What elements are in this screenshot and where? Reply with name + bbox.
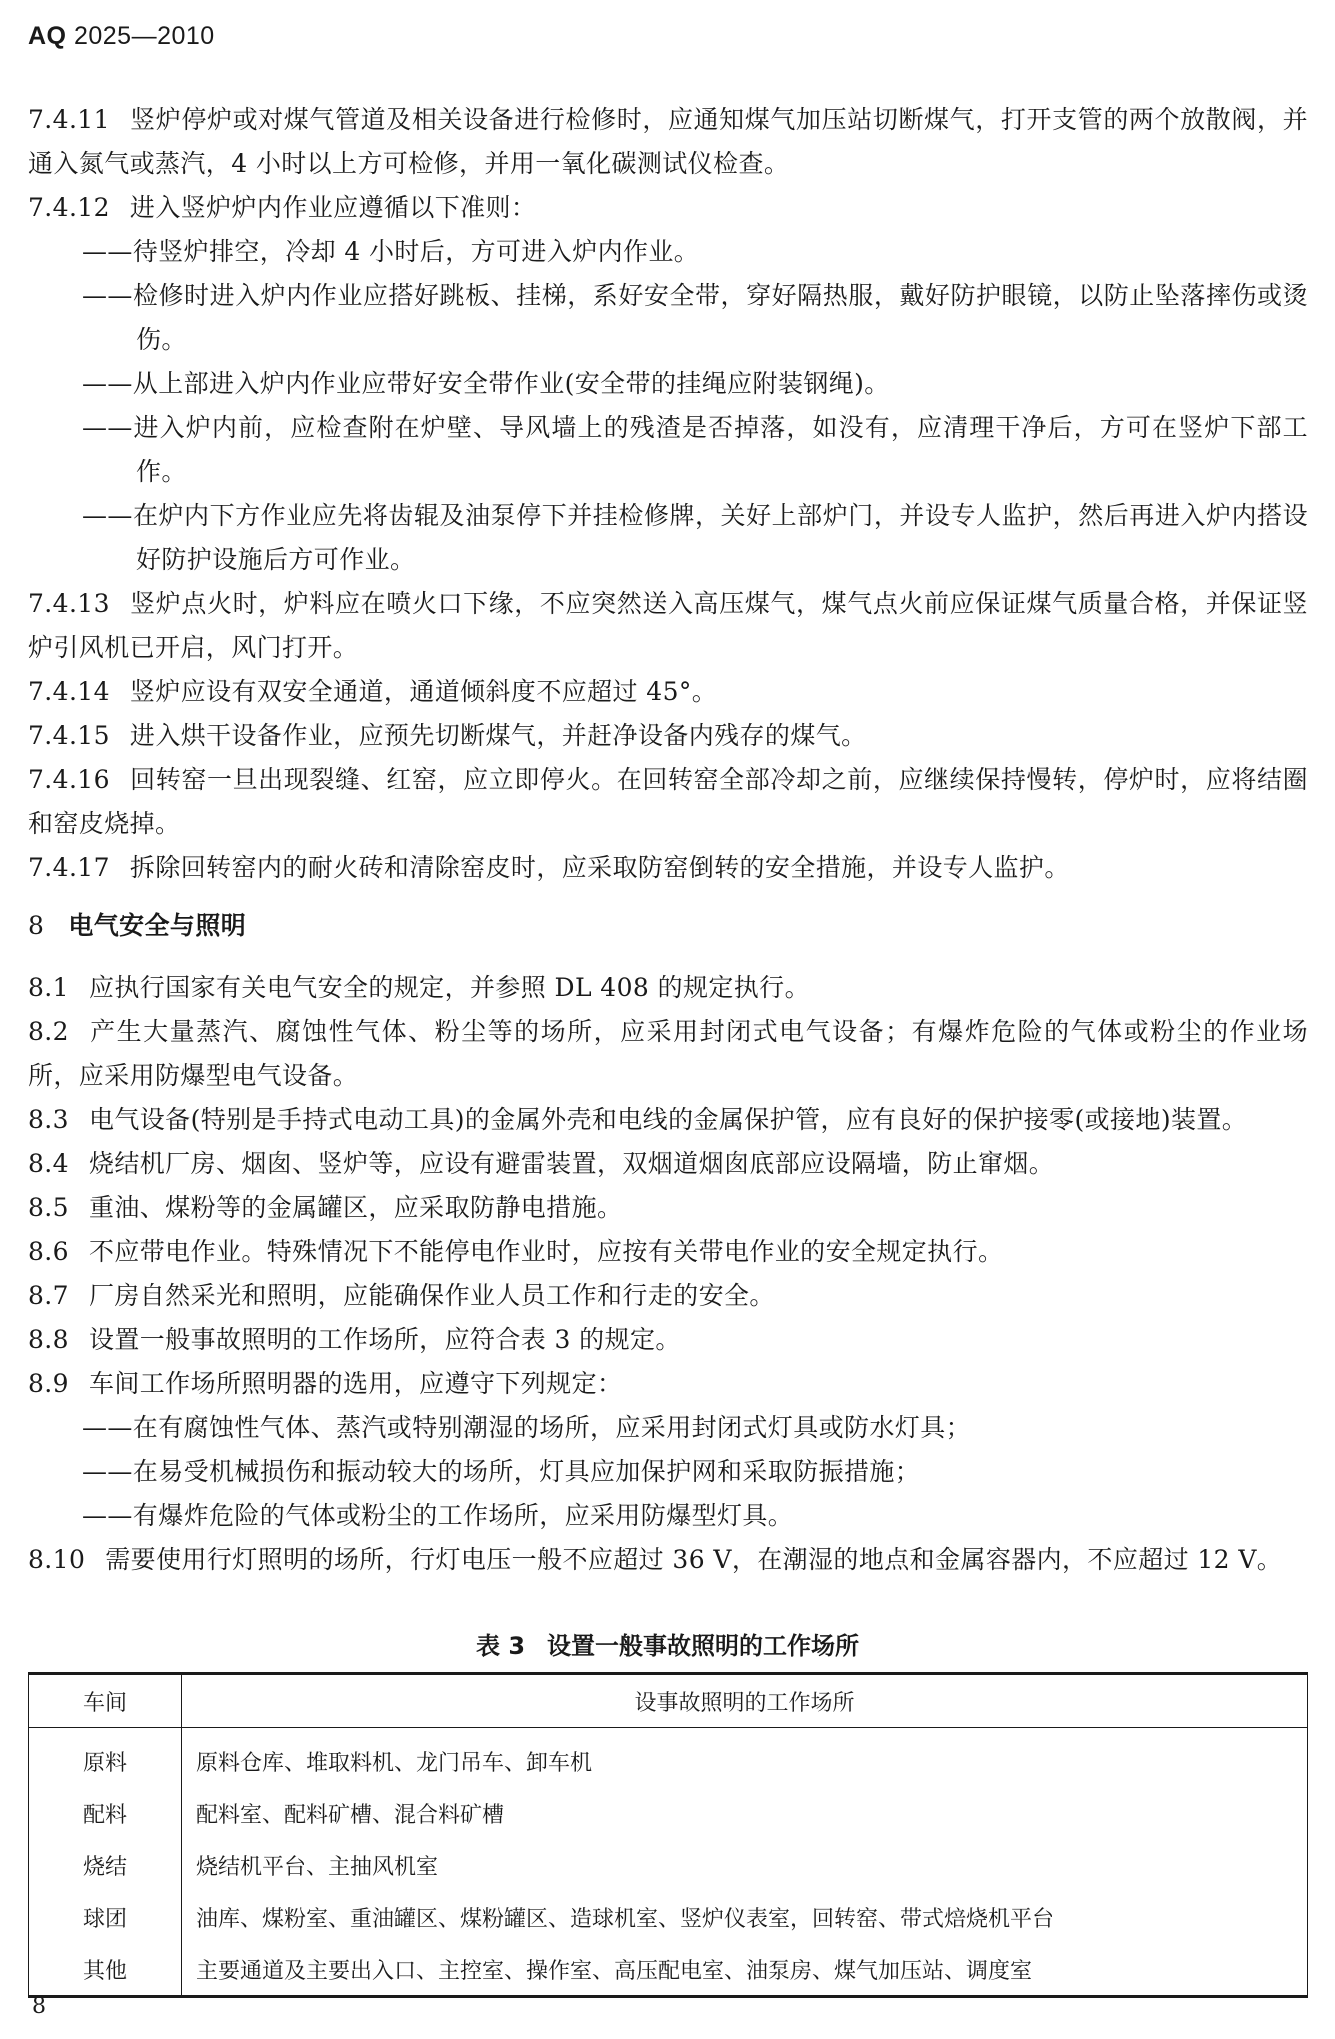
list-item: ——进入炉内前，应检查附在炉壁、导风墙上的残渣是否掉落，如没有，应清理干净后，方可在竖炉下部工作。 bbox=[82, 413, 1308, 486]
clause-text: 应执行国家有关电气安全的规定，并参照 DL 408 的规定执行。 bbox=[88, 973, 810, 1002]
clause-text: 拆除回转窑内的耐火砖和清除窑皮时，应采取防窑倒转的安全措施，并设专人监护。 bbox=[129, 853, 1070, 882]
clause-text: 进入烘干设备作业，应预先切断煤气，并赶净设备内残存的煤气。 bbox=[129, 721, 867, 750]
list-item: ——检修时进入炉内作业应搭好跳板、挂梯，系好安全带，穿好隔热服，戴好防护眼镜，以防止坠落摔伤或烫伤。 bbox=[82, 281, 1308, 354]
locations-cell: 配料室、配料矿槽、混合料矿槽 bbox=[196, 1802, 505, 1828]
workshop-cell: 烧结 bbox=[29, 1839, 182, 1891]
table-title: 设置一般事故照明的工作场所 bbox=[547, 1632, 860, 1660]
section-number: 8 bbox=[28, 911, 45, 940]
locations-cell: 烧结机平台、主抽风机室 bbox=[196, 1854, 439, 1880]
clause-paragraph bbox=[28, 1010, 1308, 1098]
header-locations: 设事故照明的工作场所 bbox=[182, 1674, 1308, 1728]
standard-code-header bbox=[28, 22, 215, 51]
clause-paragraph bbox=[28, 846, 1308, 890]
clause-number: 7.4.12 bbox=[28, 193, 110, 222]
clause-text: 竖炉点火时，炉料应在喷火口下缘，不应突然送入高压煤气，煤气点火前应保证煤气质量合格，并保证竖炉引风机已开启，风门打开。 bbox=[28, 589, 1308, 662]
page-number: 8 bbox=[32, 1994, 46, 2019]
clause-paragraph bbox=[28, 582, 1308, 670]
locations-cell: 原料仓库、堆取料机、龙门吊车、卸车机 bbox=[196, 1750, 593, 1776]
workshop-cell: 原料 bbox=[29, 1728, 182, 1788]
clause-number: 7.4.13 bbox=[28, 589, 110, 618]
table-row bbox=[29, 1943, 1308, 1997]
clause-text: 产生大量蒸汽、腐蚀性气体、粉尘等的场所，应采用封闭式电气设备；有爆炸危险的气体或粉尘的作业场所，应采用防爆型电气设备。 bbox=[28, 1017, 1308, 1090]
workshop-cell: 球团 bbox=[29, 1891, 182, 1943]
clause-text: 设置一般事故照明的工作场所，应符合表 3 的规定。 bbox=[88, 1325, 681, 1354]
workshop-cell: 配料 bbox=[29, 1787, 182, 1839]
header-workshop: 车间 bbox=[29, 1674, 182, 1728]
clause-number: 8.10 bbox=[28, 1545, 86, 1574]
clause-number: 8.2 bbox=[28, 1017, 69, 1046]
clause-text: 重油、煤粉等的金属罐区，应采取防静电措施。 bbox=[88, 1193, 623, 1222]
clause-text: 不应带电作业。特殊情况下不能停电作业时，应按有关带电作业的安全规定执行。 bbox=[88, 1237, 1004, 1266]
clause-paragraph bbox=[28, 714, 1308, 758]
clause-number: 7.4.15 bbox=[28, 721, 110, 750]
clause-number: 7.4.11 bbox=[28, 105, 110, 134]
clause-number: 7.4.17 bbox=[28, 853, 110, 882]
clause-number: 8.3 bbox=[28, 1105, 69, 1134]
clause-number: 8.7 bbox=[28, 1281, 69, 1310]
section-title: 电气安全与照明 bbox=[68, 911, 247, 940]
table-3 bbox=[28, 1672, 1308, 1998]
clause-paragraph bbox=[28, 966, 1308, 1010]
table-row bbox=[29, 1839, 1308, 1891]
list-item: ——有爆炸危险的气体或粉尘的工作场所，应采用防爆型灯具。 bbox=[82, 1501, 794, 1530]
clause-text: 需要使用行灯照明的场所，行灯电压一般不应超过 36 V，在潮湿的地点和金属容器内，不应超过 12 V。 bbox=[105, 1545, 1283, 1574]
clause-text: 厂房自然采光和照明，应能确保作业人员工作和行走的安全。 bbox=[88, 1281, 775, 1310]
clause-number: 8.9 bbox=[28, 1369, 69, 1398]
clause-text: 烧结机厂房、烟囱、竖炉等，应设有避雷装置，双烟道烟囱底部应设隔墙，防止窜烟。 bbox=[88, 1149, 1055, 1178]
clause-text: 电气设备(特别是手持式电动工具)的金属外壳和电线的金属保护管，应有良好的保护接零(或接地)装置。 bbox=[88, 1105, 1248, 1134]
clause-number: 8.8 bbox=[28, 1325, 69, 1354]
clause-number: 8.6 bbox=[28, 1237, 69, 1266]
clause-paragraph bbox=[28, 1538, 1308, 1582]
clause-paragraph bbox=[28, 670, 1308, 714]
body-text bbox=[28, 98, 1308, 1582]
list-item: ——在易受机械损伤和振动较大的场所，灯具应加保护网和采取防振措施； bbox=[82, 1457, 921, 1486]
clause-text: 竖炉停炉或对煤气管道及相关设备进行检修时，应通知煤气加压站切断煤气，打开支管的两个放散阀，并通入氮气或蒸汽，4 小时以上方可检修，并用一氧化碳测试仪检查。 bbox=[28, 105, 1308, 178]
standard-prefix: AQ bbox=[28, 22, 67, 50]
table-header-row bbox=[29, 1674, 1308, 1728]
clause-paragraph bbox=[28, 186, 1308, 230]
table-caption bbox=[0, 1626, 1335, 1661]
workshop-cell: 其他 bbox=[29, 1943, 182, 1997]
table-row bbox=[29, 1891, 1308, 1943]
clause-paragraph bbox=[28, 1142, 1308, 1186]
clause-text: 回转窑一旦出现裂缝、红窑，应立即停火。在回转窑全部冷却之前，应继续保持慢转，停炉时，应将结圈和窑皮烧掉。 bbox=[28, 765, 1308, 838]
clause-paragraph bbox=[28, 1362, 1308, 1406]
list-item: ——待竖炉排空，冷却 4 小时后，方可进入炉内作业。 bbox=[82, 237, 700, 266]
locations-cell: 主要通道及主要出入口、主控室、操作室、高压配电室、油泵房、煤气加压站、调度室 bbox=[196, 1958, 1033, 1984]
clause-number: 8.4 bbox=[28, 1149, 69, 1178]
clause-text: 进入竖炉炉内作业应遵循以下准则： bbox=[129, 193, 537, 222]
list-item: ——从上部进入炉内作业应带好安全带作业(安全带的挂绳应附装钢绳)。 bbox=[82, 369, 890, 398]
clause-number: 7.4.14 bbox=[28, 677, 110, 706]
clause-number: 7.4.16 bbox=[28, 765, 110, 794]
locations-cell: 油库、煤粉室、重油罐区、煤粉罐区、造球机室、竖炉仪表室，回转窑、带式焙烧机平台 bbox=[196, 1906, 1055, 1932]
section-heading bbox=[28, 904, 1308, 948]
list-item: ——在有腐蚀性气体、蒸汽或特别潮湿的场所，应采用封闭式灯具或防水灯具； bbox=[82, 1413, 972, 1442]
clause-paragraph bbox=[28, 1274, 1308, 1318]
list-item: ——在炉内下方作业应先将齿辊及油泵停下并挂检修牌，关好上部炉门，并设专人监护，然后再进入炉内搭设好防护设施后方可作业。 bbox=[82, 501, 1308, 574]
table-label: 表 3 bbox=[475, 1632, 526, 1660]
clause-paragraph bbox=[28, 1230, 1308, 1274]
standard-number: 2025—2010 bbox=[73, 22, 215, 50]
table-row bbox=[29, 1728, 1308, 1788]
clause-text: 车间工作场所照明器的选用，应遵守下列规定： bbox=[88, 1369, 623, 1398]
clause-number: 8.1 bbox=[28, 973, 69, 1002]
clause-paragraph bbox=[28, 1186, 1308, 1230]
clause-paragraph bbox=[28, 1098, 1308, 1142]
table-row bbox=[29, 1787, 1308, 1839]
clause-number: 8.5 bbox=[28, 1193, 69, 1222]
clause-paragraph bbox=[28, 98, 1308, 186]
clause-paragraph bbox=[28, 1318, 1308, 1362]
clause-paragraph bbox=[28, 758, 1308, 846]
clause-text: 竖炉应设有双安全通道，通道倾斜度不应超过 45°。 bbox=[129, 677, 718, 706]
